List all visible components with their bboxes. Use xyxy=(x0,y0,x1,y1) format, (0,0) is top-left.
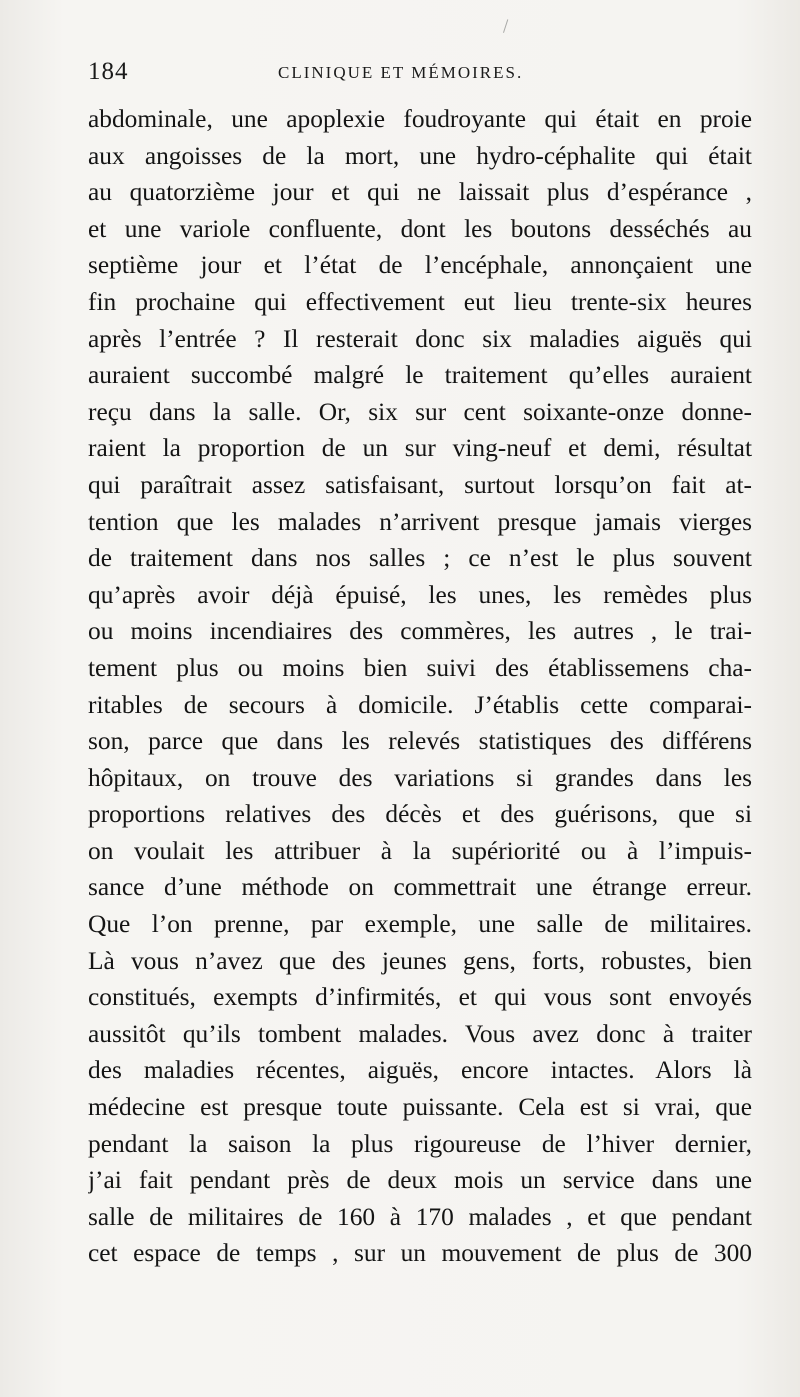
text-line: cet espace de temps , sur un mouvement de plus de 300 xyxy=(88,1239,752,1268)
text-line: Là vous n’avez que des jeunes gens, forts, robustes, bien xyxy=(88,946,752,975)
text-line: fin prochaine qui effectivement eut lieu trente-six heures xyxy=(88,287,752,316)
text-line: Que l’on prenne, par exemple, une salle de militaires. xyxy=(88,910,752,939)
text-line: aux angoisses de la mort, une hydro-céphalite qui était xyxy=(88,141,752,170)
text-line: ou moins incendiaires des commères, les autres , le trai- xyxy=(88,617,752,646)
text-line: sance d’une méthode on commettrait une étrange erreur. xyxy=(88,873,752,902)
text-line: médecine est presque toute puissante. Cela est si vrai, que xyxy=(88,1093,752,1122)
text-line: abdominale, une apoplexie foudroyante qui était en proie xyxy=(88,105,752,133)
text-line: ritables de secours à domicile. J’établis cette comparai- xyxy=(88,690,752,719)
text-line: qu’après avoir déjà épuisé, les unes, les remèdes plus xyxy=(88,580,752,609)
text-line: de traitement dans nos salles ; ce n’est le plus souvent xyxy=(88,544,752,573)
page-header xyxy=(88,58,752,94)
text-line: après l’entrée ? Il resterait donc six maladies aiguës qui xyxy=(88,324,752,353)
text-line: tention que les malades n’arrivent presque jamais vierges xyxy=(88,507,752,536)
text-line: salle de militaires de 160 à 170 malades , et que pendant xyxy=(88,1202,752,1231)
text-line: constitués, exempts d’infirmités, et qui vous sont envoyés xyxy=(88,983,752,1012)
running-head: CLINIQUE ET MÉMOIRES. xyxy=(278,63,524,82)
text-line: au quatorzième jour et qui ne laissait plus d’espérance , xyxy=(88,178,752,207)
text-line: pendant la saison la plus rigoureuse de l’hiver dernier, xyxy=(88,1129,752,1158)
page-number: 184 xyxy=(88,58,129,85)
text-line: des maladies récentes, aiguës, encore intactes. Alors là xyxy=(88,1056,752,1085)
text-line: septième jour et l’état de l’encéphale, annonçaient une xyxy=(88,251,752,280)
text-line: reçu dans la salle. Or, six sur cent soixante-onze donne- xyxy=(88,397,752,426)
text-line: on voulait les attribuer à la supériorité ou à l’impuis- xyxy=(88,836,752,865)
text-line: aussitôt qu’ils tombent malades. Vous avez donc à traiter xyxy=(88,1019,752,1048)
text-line: proportions relatives des décès et des guérisons, que si xyxy=(88,800,752,829)
body-text xyxy=(88,101,752,1272)
text-line: et une variole confluente, dont les boutons desséchés au xyxy=(88,214,752,243)
text-line: auraient succombé malgré le traitement qu’elles auraient xyxy=(88,361,752,390)
margin-mark xyxy=(503,19,514,34)
text-line: qui paraîtrait assez satisfaisant, surtout lorsqu’on fait at- xyxy=(88,470,752,499)
text-line: hôpitaux, on trouve des variations si grandes dans les xyxy=(88,763,752,792)
text-line: j’ai fait pendant près de deux mois un service dans une xyxy=(88,1166,752,1195)
text-line: son, parce que dans les relevés statistiques des différens xyxy=(88,727,752,756)
text-line: raient la proportion de un sur ving-neuf et demi, résultat xyxy=(88,434,752,463)
text-line: tement plus ou moins bien suivi des établissemens cha- xyxy=(88,653,752,682)
